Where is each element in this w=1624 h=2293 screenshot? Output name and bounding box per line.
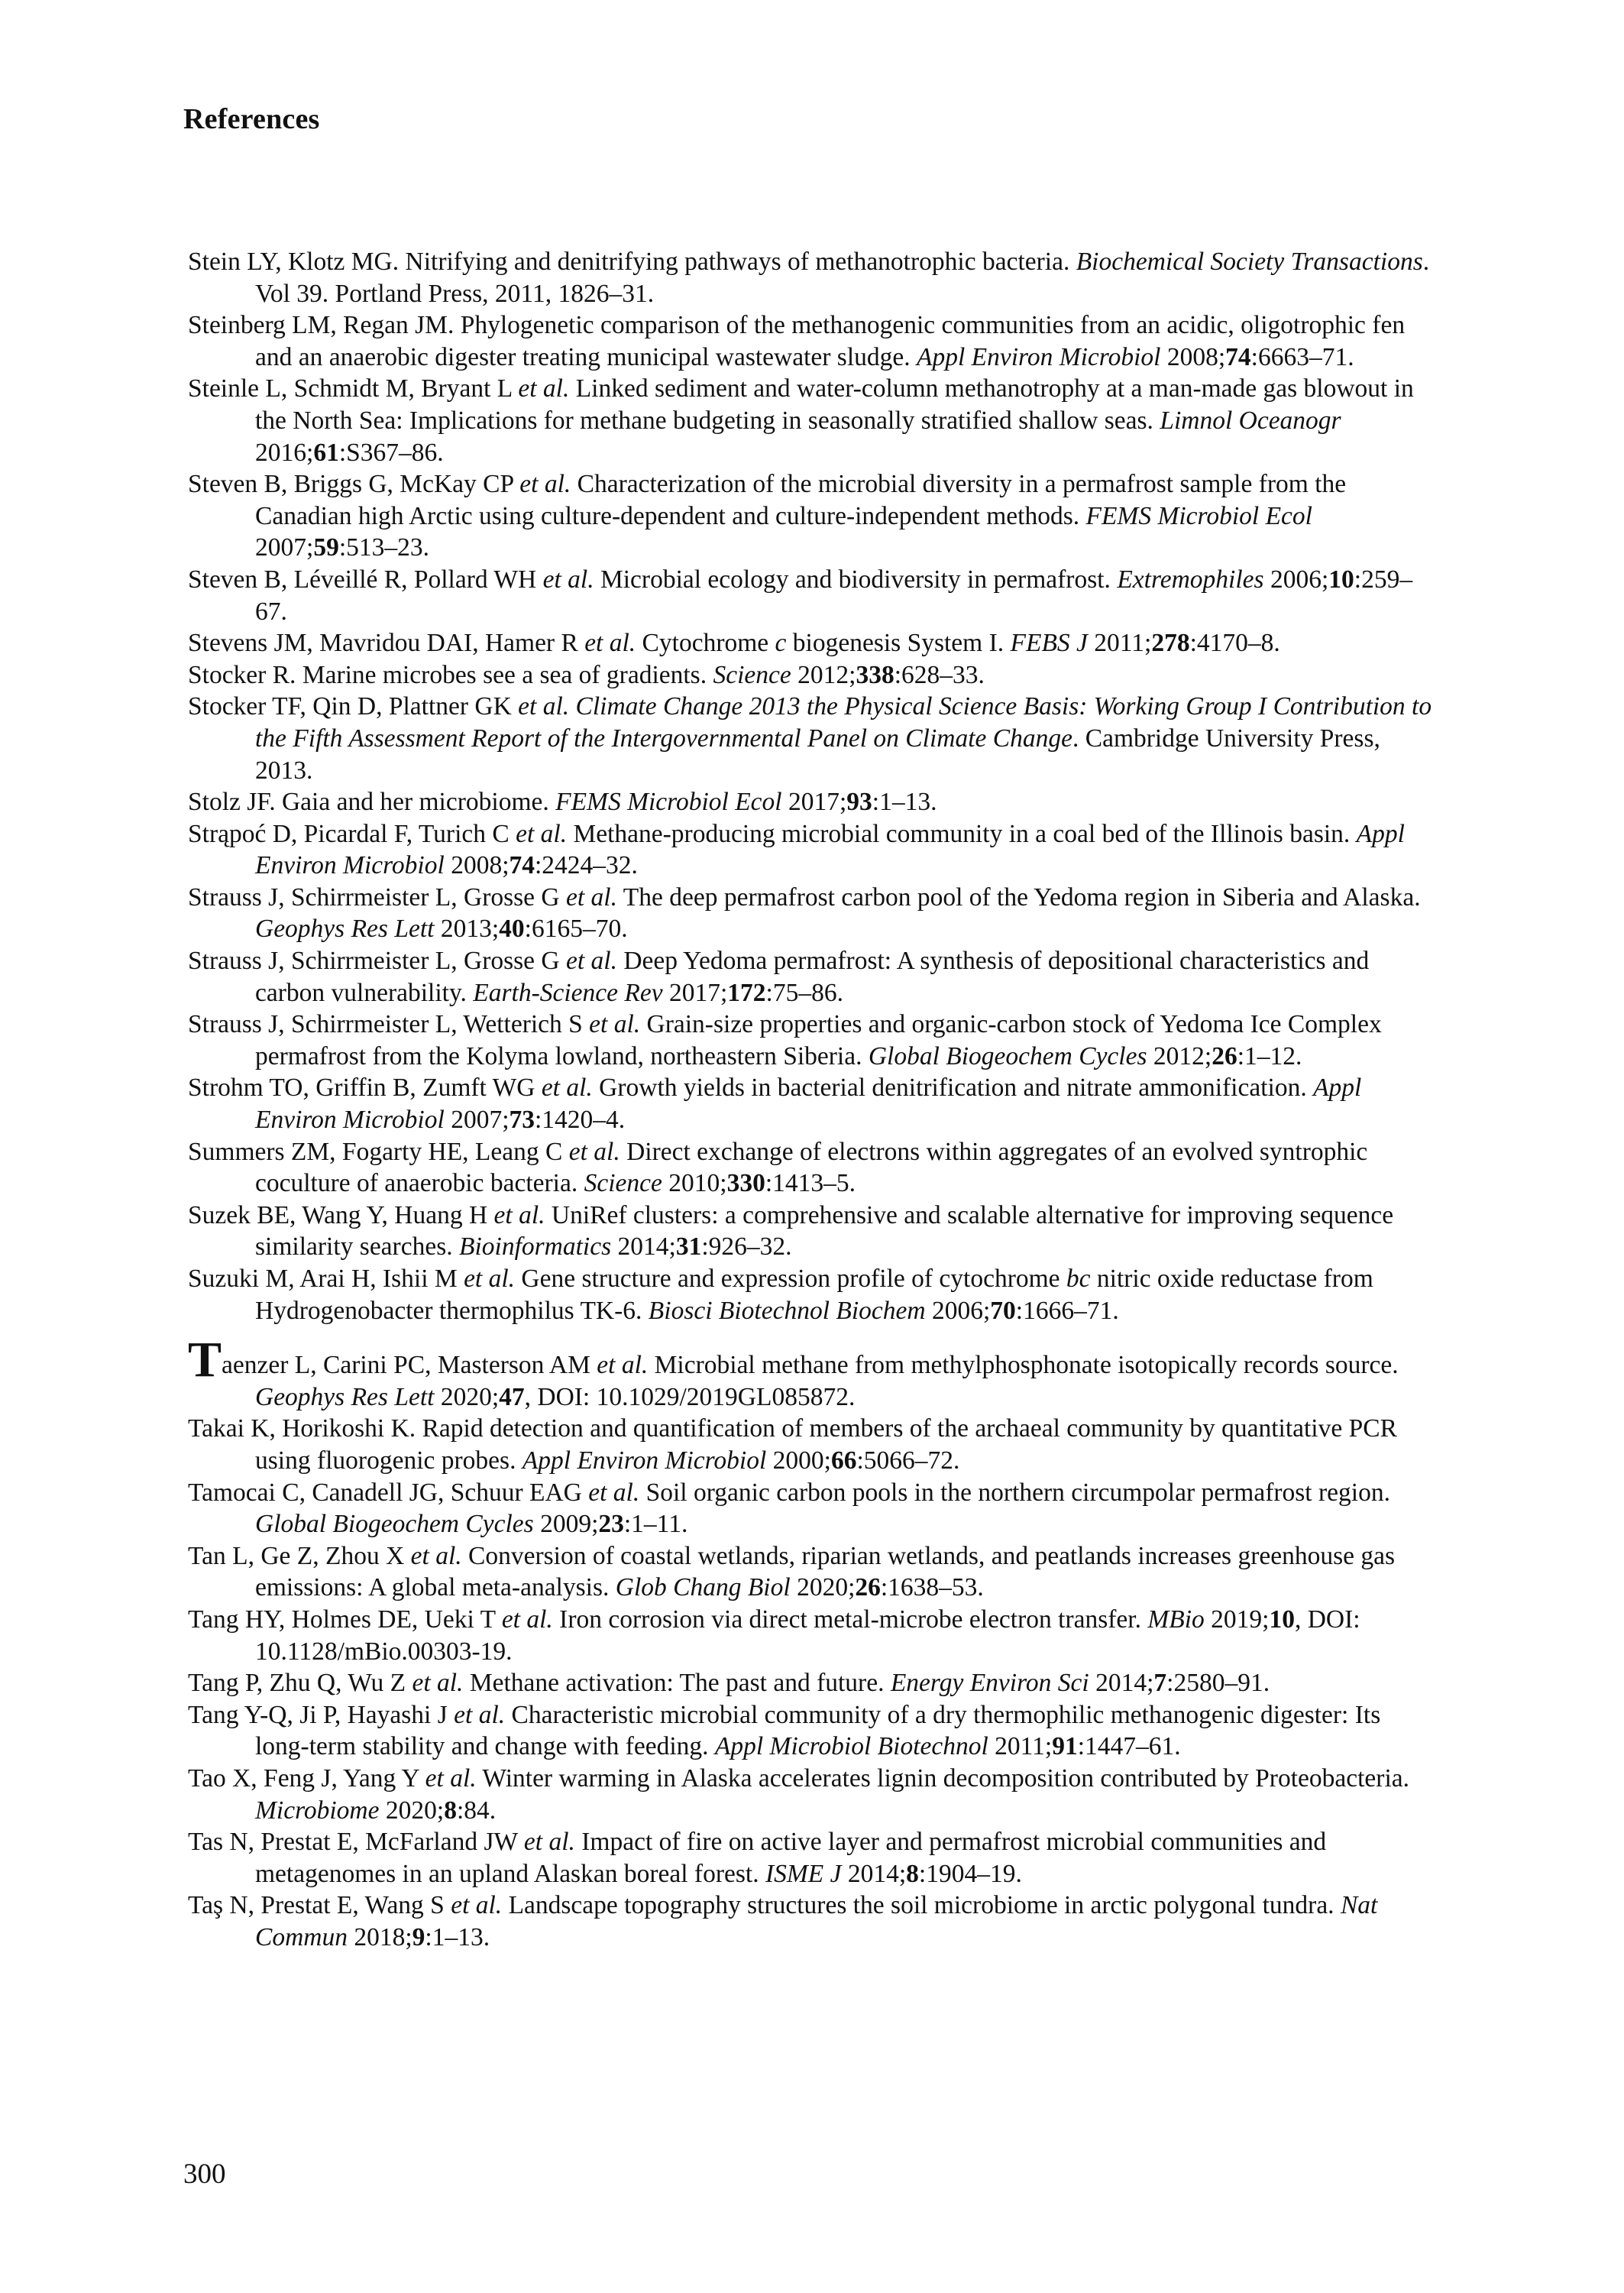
ref-title: Winter warming in Alaska accelerates lignin decomposition contributed by Proteobacteria. — [482, 1763, 1409, 1793]
ref-title-post: nitric oxide reductase from Hydrogenobacter thermophilus TK-6. — [255, 1265, 1373, 1325]
reference-entry — [188, 1072, 1441, 1135]
ref-pages: :1–12. — [1237, 1041, 1302, 1070]
ref-volume: 26 — [1212, 1041, 1237, 1070]
ref-pages: :6165–70. — [524, 915, 628, 944]
ref-etal: et al. — [566, 947, 617, 976]
ref-journal: Energy Environ Sci — [890, 1669, 1089, 1698]
ref-authors: Steven B, Briggs G, McKay CP — [188, 470, 513, 499]
ref-authors: Strauss J, Schirrmeister L, Grosse G — [188, 947, 560, 976]
ref-pages: :5066–72. — [856, 1446, 960, 1475]
ref-volume: 172 — [727, 978, 766, 1007]
ref-book-title: Climate Change 2013 the Physical Science Basis: Working Group I Contribution to the Fifth Assessment Report of the Intergovernmental Panel on Climate Change — [255, 692, 1432, 753]
ref-year: 2020; — [797, 1573, 856, 1602]
ref-title: UniRef clusters: a comprehensive and scalable alternative for improving sequence similarity searches. — [255, 1200, 1394, 1261]
ref-pages: :628–33. — [894, 660, 985, 689]
ref-volume: 93 — [846, 788, 872, 817]
ref-etal: et al. — [412, 1669, 464, 1698]
ref-volume: 26 — [855, 1573, 881, 1602]
ref-rest: . Vol 39. Portland Press, 2011, 1826–31. — [255, 248, 1430, 308]
ref-etal: et al. — [518, 692, 570, 721]
ref-authors: Tang P, Zhu Q, Wu Z — [188, 1669, 406, 1698]
ref-volume: 23 — [598, 1510, 624, 1539]
ref-title-pre: Gene structure and expression profile of cytochrome — [521, 1265, 1060, 1293]
reference-entry — [188, 818, 1441, 882]
ref-journal: Appl Environ Microbiol — [522, 1446, 767, 1475]
ref-year: 2007; — [255, 533, 314, 562]
ref-title: Marine microbes see a sea of gradients. — [302, 660, 707, 689]
reference-entry — [188, 1200, 1441, 1263]
ref-authors: Takai K, Horikoshi K. — [188, 1414, 416, 1443]
ref-volume: 8 — [444, 1796, 457, 1825]
ref-authors: Stocker R. — [188, 660, 296, 689]
ref-title: Phylogenetic comparison of the methanogenic communities from an acidic, oligotrophic fen and an anaerobic digester treating municipal wastewater sludge. — [255, 311, 1406, 371]
ref-year: 2020; — [440, 1382, 500, 1411]
reference-entry — [188, 627, 1441, 659]
ref-year: 2012; — [1153, 1041, 1212, 1070]
ref-etal: et al. — [425, 1763, 477, 1793]
ref-etal: et al. — [584, 629, 636, 658]
ref-etal: et al. — [523, 1828, 575, 1857]
ref-volume: 9 — [412, 1922, 425, 1951]
ref-year: 2011; — [1094, 629, 1152, 658]
ref-title: Growth yields in bacterial denitrification and nitrate ammonification. — [599, 1074, 1307, 1103]
ref-authors: Stolz JF. — [188, 788, 276, 817]
ref-authors: Tan L, Ge Z, Zhou X — [188, 1541, 405, 1570]
ref-volume: 47 — [499, 1382, 525, 1411]
reference-entry — [188, 1332, 1441, 1413]
ref-etal: et al. — [542, 565, 594, 594]
ref-year: 2011; — [995, 1732, 1053, 1761]
ref-title: The deep permafrost carbon pool of the Yedoma region in Siberia and Alaska. — [623, 883, 1421, 912]
ref-journal: Nat Commun — [255, 1891, 1378, 1951]
ref-title: Gaia and her microbiome. — [281, 788, 549, 817]
ref-journal: Science — [584, 1169, 662, 1198]
ref-title: Soil organic carbon pools in the northern circumpolar permafrost region. — [645, 1478, 1390, 1507]
ref-journal: Biosci Biotechnol Biochem — [648, 1296, 926, 1325]
ref-rest: . Cambridge University Press, 2013. — [255, 724, 1380, 785]
ref-authors: Steinle L, Schmidt M, Bryant L — [188, 374, 512, 403]
ref-pages: :1638–53. — [880, 1573, 984, 1602]
ref-title: Nitrifying and denitrifying pathways of methanotrophic bacteria. — [405, 248, 1070, 276]
ref-pages: :4170–8. — [1189, 629, 1280, 658]
ref-journal: MBio — [1147, 1605, 1205, 1634]
ref-etal: et al. — [589, 1010, 641, 1039]
ref-journal: Bioinformatics — [459, 1232, 612, 1261]
ref-pages: :513–23. — [338, 533, 429, 562]
ref-pages: :6663–71. — [1250, 342, 1354, 371]
ref-journal: Science — [713, 660, 791, 689]
ref-pages: :1666–71. — [1015, 1296, 1119, 1325]
ref-pages: :1447–61. — [1077, 1732, 1181, 1761]
ref-volume: 10 — [1269, 1605, 1295, 1634]
ref-year: 2014; — [847, 1859, 907, 1888]
ref-year: 2012; — [797, 660, 856, 689]
ref-volume: 91 — [1052, 1732, 1078, 1761]
ref-journal: Appl Environ Microbiol — [917, 342, 1161, 371]
reference-entry — [188, 1763, 1441, 1826]
section-letter-dropcap: T — [188, 1332, 222, 1388]
ref-authors: Tamocai C, Canadell JG, Schuur EAG — [188, 1478, 582, 1507]
ref-year: 2013; — [440, 915, 500, 944]
ref-journal: Earth-Science Rev — [473, 978, 663, 1007]
ref-volume: 73 — [509, 1106, 535, 1135]
ref-volume: 40 — [499, 915, 525, 944]
ref-title-pre: Cytochrome — [642, 629, 769, 658]
ref-title: Linked sediment and water-column methanotrophy at a man-made gas blowout in the North Sea: Implications for methane budgeting in seasonally stratified shallow seas. — [255, 374, 1414, 435]
ref-authors: Tas N, Prestat E, McFarland JW — [188, 1828, 518, 1857]
reference-entry — [188, 786, 1441, 818]
ref-volume: 8 — [906, 1859, 919, 1888]
ref-journal: Geophys Res Lett — [255, 1382, 435, 1411]
reference-entry — [188, 1667, 1441, 1699]
reference-entry — [188, 309, 1441, 373]
ref-journal: Extremophiles — [1117, 565, 1264, 594]
ref-year: 2006; — [1270, 565, 1329, 594]
ref-title: Characterization of the microbial diversity in a permafrost sample from the Canadian high Arctic using culture-dependent and culture-independent methods. — [255, 470, 1347, 530]
ref-year: 2017; — [668, 978, 728, 1007]
ref-volume: 61 — [313, 438, 339, 467]
ref-year: 2007; — [451, 1106, 510, 1135]
reference-entry — [188, 1477, 1441, 1540]
ref-title: Methane-producing microbial community in a coal bed of the Illinois basin. — [573, 819, 1351, 848]
ref-pages: :1–11. — [623, 1510, 688, 1539]
ref-etal: et al. — [410, 1541, 462, 1570]
ref-year: 2006; — [931, 1296, 991, 1325]
ref-authors: Stein LY, Klotz MG. — [188, 248, 400, 276]
ref-year: 2009; — [540, 1510, 599, 1539]
ref-pages: :S367–86. — [338, 438, 444, 467]
ref-title-post: biogenesis System I. — [792, 629, 1004, 658]
ref-authors: Tao X, Feng J, Yang Y — [188, 1763, 419, 1793]
ref-year: 2000; — [772, 1446, 831, 1475]
ref-title-italic: c — [775, 629, 787, 658]
ref-volume: 278 — [1151, 629, 1190, 658]
ref-volume: 338 — [856, 660, 894, 689]
ref-volume: 66 — [830, 1446, 857, 1475]
ref-authors: Strauss J, Schirrmeister L, Grosse G — [188, 883, 560, 912]
ref-authors: Suzuki M, Arai H, Ishii M — [188, 1265, 458, 1293]
ref-journal: Global Biogeochem Cycles — [255, 1510, 534, 1539]
ref-title: Microbial ecology and biodiversity in permafrost. — [600, 565, 1111, 594]
ref-volume: 74 — [509, 851, 535, 880]
ref-pages: :259–67. — [255, 565, 1413, 626]
ref-journal: Biochemical Society Transactions — [1076, 248, 1423, 276]
reference-entry — [188, 945, 1441, 1009]
reference-entry — [188, 1826, 1441, 1890]
ref-etal: et al. — [493, 1200, 545, 1229]
ref-year: 2016; — [255, 438, 314, 467]
ref-volume: 7 — [1153, 1669, 1167, 1698]
ref-authors: Strohm TO, Griffin B, Zumft WG — [188, 1074, 535, 1103]
ref-etal: et al. — [588, 1478, 640, 1507]
ref-etal: et al. — [566, 883, 617, 912]
ref-volume: 330 — [726, 1169, 765, 1198]
ref-journal: ISME J — [765, 1859, 842, 1888]
ref-authors: Tang Y-Q, Ji P, Hayashi J — [188, 1700, 448, 1729]
ref-journal: FEMS Microbiol Ecol — [555, 788, 782, 817]
ref-title: Methane activation: The past and future. — [469, 1669, 885, 1698]
ref-journal: Appl Microbiol Biotechnol — [714, 1732, 988, 1761]
ref-authors: Suzek BE, Wang Y, Huang H — [188, 1200, 488, 1229]
ref-year: 2008; — [1166, 342, 1226, 371]
ref-pages: :1413–5. — [765, 1169, 856, 1198]
ref-authors: Stocker TF, Qin D, Plattner GK — [188, 692, 512, 721]
ref-year: 2017; — [788, 788, 847, 817]
ref-title: Direct exchange of electrons within aggregates of an evolved syntrophic coculture of anaerobic bacteria. — [255, 1137, 1368, 1198]
ref-journal: Limnol Oceanogr — [1160, 406, 1341, 435]
ref-journal: Microbiome — [255, 1796, 380, 1825]
ref-volume: 10 — [1328, 565, 1354, 594]
ref-volume: 59 — [313, 533, 339, 562]
ref-journal: Appl Environ Microbiol — [255, 1074, 1362, 1135]
ref-etal: et al. — [568, 1137, 620, 1166]
reference-entry — [188, 1890, 1441, 1953]
ref-pages: :1–13. — [872, 788, 937, 817]
ref-journal: Geophys Res Lett — [255, 915, 435, 944]
reference-entry — [188, 1413, 1441, 1476]
reference-entry — [188, 246, 1441, 309]
page-header-title: References — [183, 103, 320, 135]
ref-etal: et al. — [541, 1074, 593, 1103]
ref-title: Conversion of coastal wetlands, riparian wetlands, and peatlands increases greenhouse gas emissions: A global meta-analysis. — [255, 1541, 1396, 1602]
ref-pages: , DOI: 10.1029/2019GL085872. — [524, 1382, 856, 1411]
ref-title: Rapid detection and quantification of members of the archaeal community by quantitative PCR using fluorogenic probes. — [255, 1414, 1397, 1475]
ref-etal: et al. — [454, 1700, 506, 1729]
ref-authors: Tang HY, Holmes DE, Ueki T — [188, 1605, 496, 1634]
reference-entry — [188, 1009, 1441, 1072]
ref-year: 2010; — [668, 1169, 727, 1198]
reference-entry — [188, 468, 1441, 564]
reference-entry — [188, 1604, 1441, 1667]
page-number: 300 — [183, 2159, 226, 2190]
ref-journal: FEMS Microbiol Ecol — [1085, 501, 1312, 530]
ref-title: Iron corrosion via direct metal-microbe electron transfer. — [559, 1605, 1141, 1634]
ref-year: 2014; — [617, 1232, 676, 1261]
ref-volume: 31 — [675, 1232, 702, 1261]
ref-year: 2014; — [1095, 1669, 1154, 1698]
ref-journal: Glob Chang Biol — [615, 1573, 791, 1602]
ref-authors: Stevens JM, Mavridou DAI, Hamer R — [188, 629, 578, 658]
ref-authors: Steinberg LM, Regan JM. — [188, 311, 455, 340]
ref-pages: :1420–4. — [535, 1106, 626, 1135]
reference-entry — [188, 882, 1441, 945]
ref-year: 2018; — [354, 1922, 412, 1951]
ref-authors: Taş N, Prestat E, Wang S — [188, 1891, 445, 1920]
ref-journal: Appl Environ Microbiol — [255, 819, 1405, 880]
ref-authors: Strąpoć D, Picardal F, Turich C — [188, 819, 510, 848]
reference-entry — [188, 373, 1441, 468]
ref-pages: :84. — [456, 1796, 497, 1825]
ref-pages: :2424–32. — [535, 851, 638, 880]
ref-authors: Summers ZM, Fogarty HE, Leang C — [188, 1137, 563, 1166]
ref-etal: et al. — [451, 1891, 503, 1920]
ref-etal: et al. — [597, 1351, 649, 1380]
ref-title: Characteristic microbial community of a dry thermophilic methanogenic digester: Its long-term stability and change with feeding. — [255, 1700, 1381, 1761]
ref-authors: aenzer L, Carini PC, Masterson AM — [222, 1351, 590, 1380]
ref-etal: et al. — [519, 470, 571, 499]
ref-year: 2019; — [1211, 1605, 1270, 1634]
ref-pages: :926–32. — [701, 1232, 792, 1261]
ref-volume: 74 — [1225, 342, 1251, 371]
ref-etal: et al. — [518, 374, 570, 403]
ref-authors: Steven B, Léveillé R, Pollard WH — [188, 565, 537, 594]
ref-title: Microbial methane from methylphosphonate isotopically records source. — [654, 1351, 1399, 1380]
ref-volume: 70 — [990, 1296, 1016, 1325]
ref-etal: et al. — [501, 1605, 553, 1634]
reference-entry — [188, 1540, 1441, 1604]
ref-title: Landscape topography structures the soil microbiome in arctic polygonal tundra. — [508, 1891, 1334, 1920]
ref-authors: Strauss J, Schirrmeister L, Wetterich S — [188, 1010, 583, 1039]
reference-entry — [188, 659, 1441, 691]
ref-etal: et al. — [464, 1265, 516, 1293]
ref-title: Deep Yedoma permafrost: A synthesis of depositional characteristics and carbon vulnerability. — [255, 947, 1370, 1007]
ref-pages: , DOI: 10.1128/mBio.00303-19. — [255, 1605, 1360, 1666]
ref-journal: Global Biogeochem Cycles — [868, 1041, 1147, 1070]
reference-entry — [188, 691, 1441, 786]
reference-entry — [188, 1699, 1441, 1763]
ref-year: 2020; — [385, 1796, 445, 1825]
ref-pages: :1–13. — [425, 1922, 490, 1951]
reference-entry — [188, 1263, 1441, 1326]
ref-pages: :1904–19. — [918, 1859, 1022, 1888]
ref-pages: :75–86. — [765, 978, 843, 1007]
ref-year: 2008; — [451, 851, 510, 880]
ref-title: Grain-size properties and organic-carbon stock of Yedoma Ice Complex permafrost from the Kolyma lowland, northeastern Siberia. — [255, 1010, 1382, 1070]
ref-journal: FEBS J — [1010, 629, 1088, 658]
reference-entry — [188, 1136, 1441, 1200]
ref-title: Impact of fire on active layer and permafrost microbial communities and metagenomes in an upland Alaskan boreal forest. — [255, 1828, 1327, 1888]
reference-list — [188, 246, 1441, 1953]
reference-entry — [188, 564, 1441, 627]
ref-title-italic: bc — [1066, 1265, 1091, 1293]
ref-etal: et al. — [516, 819, 568, 848]
ref-pages: :2580–91. — [1166, 1669, 1270, 1698]
